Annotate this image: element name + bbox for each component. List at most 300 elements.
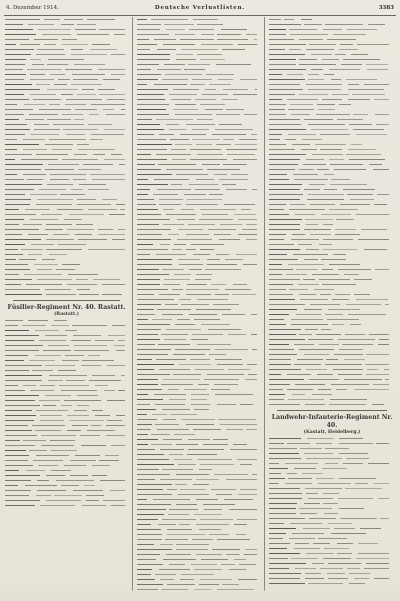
text-smudge — [65, 355, 83, 356]
text-smudge — [287, 443, 311, 444]
text-smudge — [324, 74, 334, 75]
text-smudge — [193, 484, 209, 485]
text-smudge — [5, 500, 40, 501]
text-smudge — [77, 94, 96, 95]
text-smudge — [49, 254, 68, 255]
text-smudge — [21, 249, 43, 250]
text-smudge — [193, 429, 222, 430]
text-smudge — [346, 154, 381, 155]
text-smudge — [204, 509, 222, 510]
text-smudge — [320, 134, 350, 135]
text-smudge — [179, 364, 211, 365]
text-smudge — [82, 89, 93, 90]
text-smudge — [191, 399, 207, 400]
text-smudge — [298, 284, 319, 285]
text-smudge — [341, 64, 363, 65]
text-smudge — [48, 380, 63, 381]
text-smudge — [91, 104, 125, 105]
text-smudge — [47, 89, 78, 90]
text-smudge — [339, 104, 351, 105]
text-smudge — [308, 89, 341, 90]
text-smudge — [269, 244, 294, 245]
text-smudge — [5, 49, 34, 50]
text-smudge — [246, 34, 257, 35]
text-smudge — [197, 119, 213, 120]
text-smudge — [299, 508, 332, 509]
text-smudge — [5, 69, 23, 70]
text-smudge — [164, 339, 187, 340]
text-smudge — [98, 229, 113, 230]
text-smudge — [5, 19, 40, 20]
text-smudge — [340, 44, 353, 45]
text-smudge — [348, 84, 360, 85]
text-smudge — [104, 390, 115, 391]
text-smudge — [308, 498, 333, 499]
text-smudge — [293, 254, 329, 255]
text-smudge — [329, 264, 360, 265]
text-smudge — [45, 144, 73, 145]
text-smudge — [5, 74, 26, 75]
text-smudge — [239, 564, 256, 565]
text-smudge — [202, 94, 228, 95]
text-smudge — [196, 144, 212, 145]
text-smudge — [222, 314, 244, 315]
text-smudge — [339, 443, 373, 444]
text-smudge — [288, 109, 313, 110]
text-smudge — [23, 440, 46, 441]
text-smudge — [88, 189, 109, 190]
text-smudge — [216, 144, 231, 145]
text-smudge — [349, 124, 372, 125]
text-smudge — [317, 169, 329, 170]
text-smudge — [137, 374, 170, 375]
text-smudge — [5, 450, 26, 451]
text-smudge — [205, 269, 241, 270]
text-smudge — [191, 564, 217, 565]
text-smudge — [30, 74, 45, 75]
text-smudge — [40, 385, 55, 386]
text-smudge — [54, 320, 67, 321]
text-smudge — [107, 400, 125, 401]
text-smudge — [5, 460, 28, 461]
text-smudge — [172, 249, 182, 250]
text-smudge — [240, 79, 257, 80]
text-smudge — [38, 465, 58, 466]
text-smudge — [203, 504, 235, 505]
text-smudge — [176, 444, 198, 445]
text-smudge — [169, 94, 197, 95]
text-smudge — [74, 350, 109, 351]
text-smudge — [106, 114, 125, 115]
text-smudge — [180, 134, 206, 135]
text-smudge — [215, 394, 253, 395]
text-smudge — [137, 244, 153, 245]
text-smudge — [374, 99, 389, 100]
text-smudge — [238, 579, 257, 580]
text-smudge — [153, 499, 190, 500]
text-smudge — [318, 483, 351, 484]
text-smudge — [374, 204, 387, 205]
text-smudge — [156, 359, 186, 360]
text-smudge — [137, 389, 162, 390]
text-smudge — [48, 59, 84, 60]
text-smudge — [306, 458, 342, 459]
text-smudge — [220, 424, 257, 425]
text-smudge — [318, 389, 330, 390]
text-smudge — [305, 329, 318, 330]
text-smudge — [5, 455, 29, 456]
text-smudge — [137, 64, 159, 65]
text-smudge — [199, 219, 233, 220]
text-smudge — [197, 24, 223, 25]
text-smudge — [323, 239, 353, 240]
text-smudge — [310, 304, 341, 305]
text-smudge — [103, 500, 125, 501]
text-smudge — [103, 109, 114, 110]
text-smudge — [322, 284, 356, 285]
text-smudge — [5, 465, 33, 466]
text-smudge — [116, 350, 125, 351]
text-smudge — [375, 114, 389, 115]
text-smudge — [5, 330, 29, 331]
text-smudge — [222, 584, 239, 585]
text-smudge — [137, 439, 158, 440]
text-smudge — [95, 415, 109, 416]
text-smudge — [367, 369, 379, 370]
text-smudge — [166, 214, 196, 215]
text-smudge — [5, 224, 19, 225]
text-smudge — [169, 509, 198, 510]
text-smudge — [192, 539, 213, 540]
text-smudge — [305, 219, 333, 220]
text-smudge — [21, 159, 57, 160]
text-smudge — [5, 109, 33, 110]
text-smudge — [52, 149, 71, 150]
text-smudge — [162, 314, 183, 315]
text-smudge — [291, 324, 328, 325]
text-smudge — [46, 239, 74, 240]
text-smudge — [331, 179, 350, 180]
text-smudge — [49, 375, 87, 376]
text-smudge — [175, 484, 186, 485]
text-smudge — [378, 344, 389, 345]
text-smudge — [246, 429, 257, 430]
text-smudge — [178, 259, 201, 260]
text-smudge — [196, 274, 213, 275]
text-smudge — [201, 34, 214, 35]
text-smudge — [325, 448, 348, 449]
text-smudge — [179, 264, 204, 265]
text-smudge — [346, 79, 377, 80]
text-smudge — [81, 445, 105, 446]
text-smudge — [200, 579, 231, 580]
text-smudge — [137, 479, 155, 480]
text-smudge — [5, 94, 24, 95]
text-smudge — [365, 364, 389, 365]
text-smudge — [5, 204, 30, 205]
text-smudge — [137, 294, 154, 295]
text-smudge — [215, 359, 241, 360]
text-smudge — [353, 114, 368, 115]
text-smudge — [137, 164, 155, 165]
text-smudge — [161, 384, 193, 385]
text-smudge — [74, 119, 84, 120]
text-smudge — [373, 384, 389, 385]
text-smudge — [246, 224, 257, 225]
text-smudge — [5, 159, 15, 160]
text-smudge — [269, 453, 299, 454]
text-smudge — [321, 329, 331, 330]
text-smudge — [89, 114, 99, 115]
text-smudge — [269, 194, 303, 195]
text-smudge — [92, 410, 102, 411]
text-smudge — [202, 214, 228, 215]
text-smudge — [338, 339, 375, 340]
text-smudge — [307, 199, 343, 200]
text-smudge — [137, 79, 158, 80]
text-smudge — [269, 69, 306, 70]
text-smudge — [155, 574, 176, 575]
text-smudge — [226, 149, 257, 150]
text-smudge — [137, 334, 158, 335]
text-smudge — [137, 24, 161, 25]
text-column-2 — [137, 17, 260, 595]
text-smudge — [195, 279, 211, 280]
text-smudge — [330, 399, 367, 400]
text-smudge — [39, 109, 70, 110]
text-smudge — [5, 119, 19, 120]
text-smudge — [44, 19, 60, 20]
text-smudge — [102, 199, 117, 200]
text-smudge — [137, 549, 172, 550]
column-divider — [132, 17, 133, 591]
text-smudge — [5, 249, 18, 250]
text-smudge — [26, 470, 45, 471]
text-smudge — [190, 84, 205, 85]
text-smudge — [217, 404, 236, 405]
text-smudge — [309, 518, 337, 519]
text-smudge — [5, 385, 18, 386]
text-smudge — [30, 79, 54, 80]
text-smudge — [352, 94, 385, 95]
text-smudge — [340, 204, 370, 205]
text-smudge — [5, 440, 20, 441]
text-smudge — [245, 549, 257, 550]
text-smudge — [137, 124, 160, 125]
text-smudge — [315, 144, 346, 145]
text-smudge — [357, 44, 389, 45]
text-smudge — [269, 114, 286, 115]
text-smudge — [252, 189, 257, 190]
text-smudge — [233, 444, 247, 445]
text-smudge — [5, 229, 39, 230]
text-smudge — [32, 64, 44, 65]
text-smudge — [137, 89, 168, 90]
text-smudge — [49, 139, 86, 140]
text-smudge — [224, 499, 253, 500]
text-smudge — [67, 415, 89, 416]
text-smudge — [156, 254, 187, 255]
text-smudge — [322, 269, 333, 270]
casualty-list — [269, 17, 395, 407]
text-smudge — [34, 129, 61, 130]
text-smudge — [24, 104, 45, 105]
text-smudge — [269, 443, 284, 444]
text-smudge — [356, 558, 389, 559]
text-smudge — [5, 375, 42, 376]
text-smudge — [137, 59, 170, 60]
text-smudge — [78, 169, 101, 170]
text-smudge — [224, 204, 255, 205]
text-smudge — [181, 574, 213, 575]
text-smudge — [358, 239, 389, 240]
text-smudge — [73, 335, 101, 336]
text-smudge — [269, 374, 281, 375]
text-smudge — [167, 529, 192, 530]
text-smudge — [317, 374, 332, 375]
text-smudge — [269, 59, 296, 60]
text-smudge — [81, 365, 101, 366]
text-smudge — [64, 19, 83, 20]
text-smudge — [319, 344, 339, 345]
text-smudge — [196, 479, 219, 480]
text-smudge — [269, 184, 302, 185]
text-smudge — [137, 324, 170, 325]
text-smudge — [368, 24, 385, 25]
text-smudge — [137, 254, 150, 255]
text-smudge — [299, 64, 336, 65]
text-smudge — [294, 468, 316, 469]
text-smudge — [5, 289, 40, 290]
text-smudge — [233, 159, 257, 160]
text-smudge — [320, 149, 342, 150]
text-smudge — [269, 94, 295, 95]
text-smudge — [288, 399, 324, 400]
text-smudge — [157, 429, 189, 430]
text-smudge — [269, 214, 289, 215]
text-smudge — [137, 584, 163, 585]
text-smudge — [5, 430, 32, 431]
text-smudge — [269, 159, 300, 160]
text-smudge — [137, 114, 169, 115]
text-smudge — [191, 244, 224, 245]
text-smudge — [137, 529, 161, 530]
text-smudge — [22, 325, 46, 326]
text-smudge — [5, 435, 37, 436]
text-smudge — [299, 294, 316, 295]
text-smudge — [194, 409, 208, 410]
text-smudge — [230, 449, 257, 450]
text-smudge — [173, 374, 200, 375]
text-smudge — [329, 159, 344, 160]
text-smudge — [162, 409, 190, 410]
text-smudge — [137, 219, 170, 220]
casualty-list — [137, 17, 260, 592]
text-smudge — [186, 124, 214, 125]
text-smudge — [67, 229, 94, 230]
text-smudge — [116, 415, 125, 416]
text-smudge — [306, 369, 328, 370]
text-smudge — [173, 354, 205, 355]
text-smudge — [88, 249, 125, 250]
text-smudge — [347, 568, 360, 569]
text-smudge — [351, 144, 362, 145]
text-smudge — [5, 209, 19, 210]
text-smudge — [269, 139, 280, 140]
text-smudge — [215, 129, 253, 130]
text-smudge — [99, 460, 119, 461]
text-smudge — [321, 259, 346, 260]
text-smudge — [170, 414, 197, 415]
text-smudge — [176, 504, 196, 505]
text-smudge — [48, 345, 69, 346]
text-smudge — [19, 259, 35, 260]
text-smudge — [98, 234, 125, 235]
text-smudge — [339, 349, 363, 350]
text-smudge — [204, 379, 239, 380]
text-smudge — [163, 439, 182, 440]
text-smudge — [65, 330, 78, 331]
text-smudge — [137, 564, 163, 565]
text-smudge — [137, 149, 167, 150]
text-smudge — [269, 179, 289, 180]
text-smudge — [217, 34, 241, 35]
text-smudge — [187, 199, 222, 200]
text-smudge — [269, 44, 306, 45]
text-smudge — [137, 49, 150, 50]
text-smudge — [178, 494, 209, 495]
text-smudge — [162, 79, 188, 80]
text-smudge — [90, 49, 118, 50]
text-smudge — [34, 39, 58, 40]
text-smudge — [307, 438, 334, 439]
text-smudge — [200, 104, 225, 105]
text-smudge — [174, 434, 194, 435]
text-smudge — [62, 39, 77, 40]
text-smudge — [137, 379, 158, 380]
text-smudge — [111, 74, 125, 75]
text-smudge — [222, 49, 245, 50]
text-smudge — [269, 339, 305, 340]
text-smudge — [137, 224, 159, 225]
text-smudge — [178, 464, 196, 465]
text-smudge — [295, 214, 315, 215]
text-smudge — [71, 340, 91, 341]
text-smudge — [269, 498, 302, 499]
text-smudge — [295, 568, 316, 569]
text-smudge — [174, 274, 191, 275]
text-smudge — [269, 149, 295, 150]
text-smudge — [209, 354, 225, 355]
text-smudge — [299, 59, 317, 60]
text-smudge — [287, 99, 318, 100]
text-smudge — [269, 473, 281, 474]
text-smudge — [339, 453, 368, 454]
text-smudge — [5, 274, 19, 275]
text-smudge — [5, 395, 39, 396]
text-smudge — [269, 254, 287, 255]
text-smudge — [88, 209, 117, 210]
text-smudge — [24, 274, 62, 275]
text-smudge — [345, 488, 382, 489]
text-smudge — [269, 543, 290, 544]
text-smudge — [269, 119, 300, 120]
text-smudge — [219, 124, 242, 125]
text-smudge — [23, 385, 36, 386]
text-column-1 — [5, 17, 128, 595]
text-smudge — [175, 349, 209, 350]
text-smudge — [154, 179, 189, 180]
